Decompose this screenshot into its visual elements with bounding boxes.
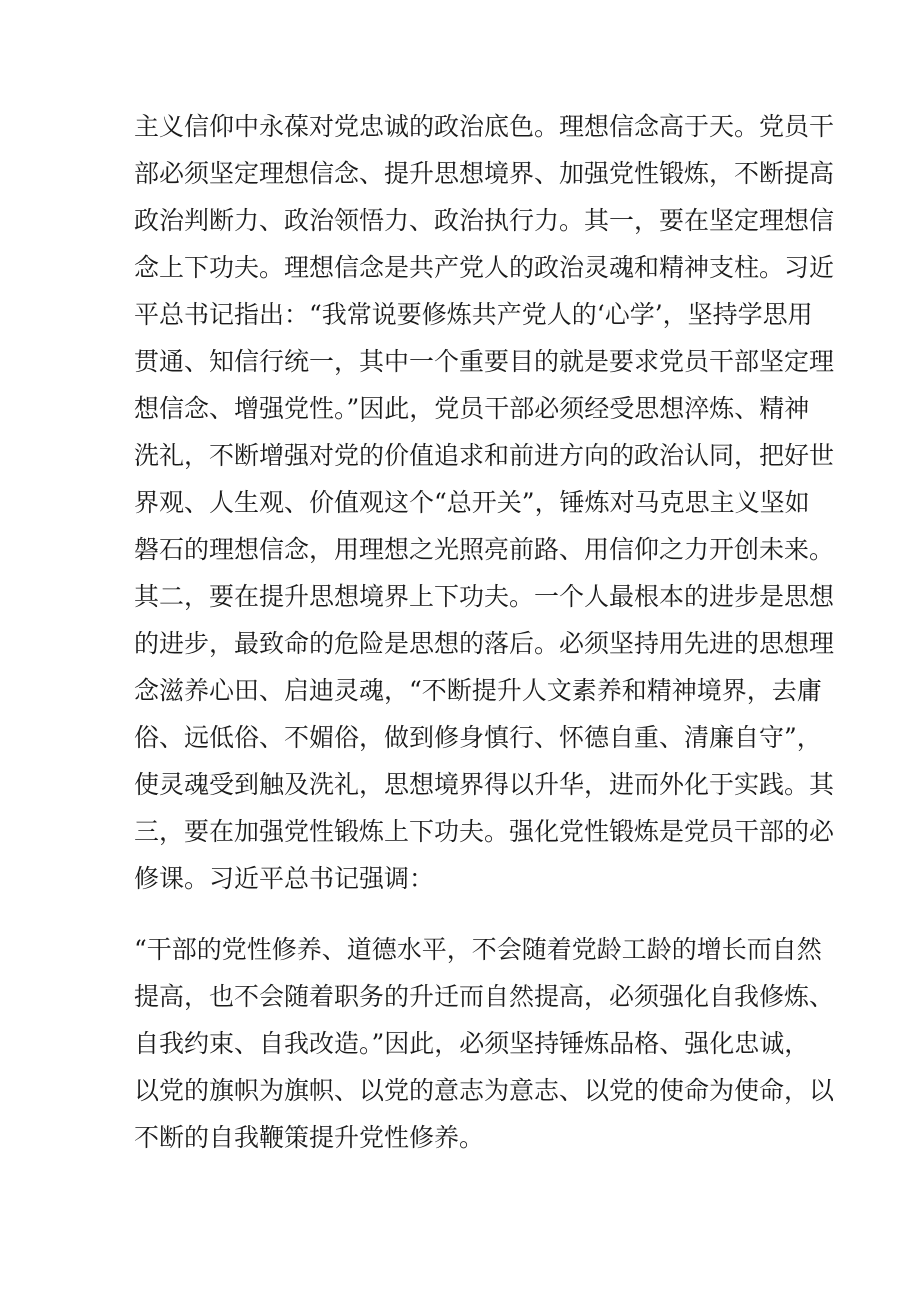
text-line: 其二，要在提升思想境界上下功夫。一个人最根本的进步是思想 [134, 582, 835, 611]
text-line: 不断的自我鞭策提升党性修养。 [134, 1123, 485, 1152]
text-line: 俗、远低俗、不媚俗，做到修身慎行、怀德自重、清廉自守”， [134, 723, 822, 752]
text-line: 使灵魂受到触及洗礼，思想境界得以升华，进而外化于实践。其 [134, 770, 835, 799]
text-line: 界观、人生观、价值观这个“总开关”，锤炼对马克思主义坚如 [134, 488, 810, 517]
text-line: 三，要在加强党性锻炼上下功夫。强化党性锻炼是党员干部的必 [134, 817, 835, 846]
text-line: 主义信仰中永葆对党忠诚的政治底色。理想信念高于天。党员干 [134, 112, 835, 141]
text-line: 想信念、增强党性。”因此，党员干部必须经受思想淬炼、精神 [134, 394, 810, 423]
text-line: 平总书记指出：“我常说要修炼共产党人的‘心学’，坚持学思用 [134, 300, 813, 329]
text-line: 以党的旗帜为旗帜、以党的意志为意志、以党的使命为使命，以 [134, 1076, 835, 1105]
text-line: 磐石的理想信念，用理想之光照亮前路、用信仰之力开创未来。 [134, 535, 835, 564]
text-line: 贯通、知信行统一，其中一个重要目的就是要求党员干部坚定理 [134, 347, 835, 376]
text-line: 念滋养心田、启迪灵魂，“不断提升人文素养和精神境界，去庸 [134, 676, 822, 705]
text-line: 政治判断力、政治领悟力、政治执行力。其一，要在坚定理想信 [134, 206, 835, 235]
text-line: 提高，也不会随着职务的升迁而自然提高，必须强化自我修炼、 [134, 982, 835, 1011]
text-line: 修课。习近平总书记强调： [134, 864, 435, 893]
text-line: 洗礼，不断增强对党的价值追求和前进方向的政治认同，把好世 [134, 441, 835, 470]
text-line: 部必须坚定理想信念、提升思想境界、加强党性锻炼，不断提高 [134, 159, 835, 188]
text-line: 自我约束、自我改造。”因此，必须坚持锤炼品格、强化忠诚， [134, 1029, 810, 1058]
text-line: “干部的党性修养、道德水平，不会随着党龄工龄的增长而自然 [134, 935, 822, 964]
text-line: 念上下功夫。理想信念是共产党人的政治灵魂和精神支柱。习近 [134, 253, 835, 282]
text-line: 的进步，最致命的危险是思想的落后。必须坚持用先进的思想理 [134, 629, 835, 658]
